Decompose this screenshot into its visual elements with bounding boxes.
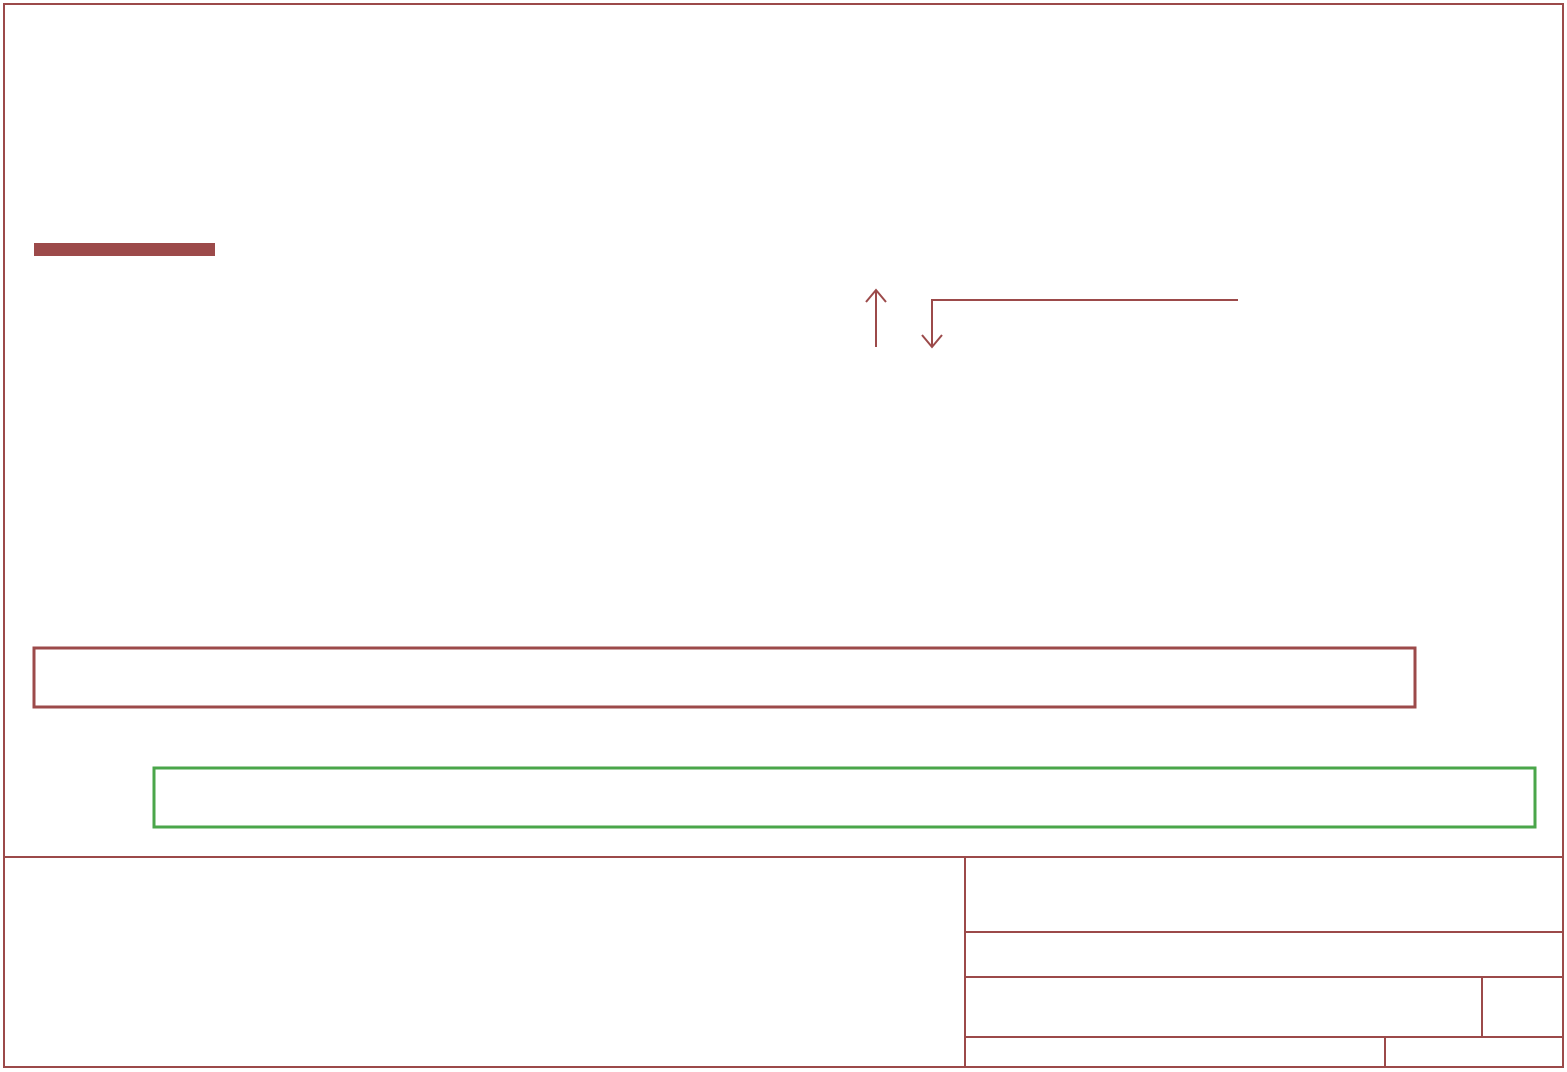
pa7-line [932,300,1238,347]
data-bus [34,648,1415,707]
sheet-frame [4,4,1563,1067]
address-control-bus [154,768,1535,827]
bus-bar [34,243,215,256]
